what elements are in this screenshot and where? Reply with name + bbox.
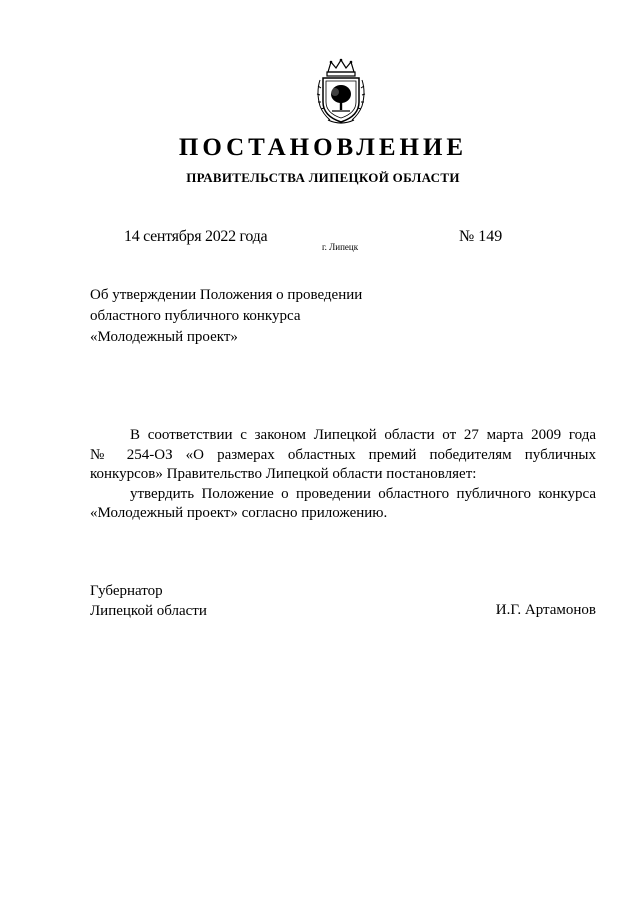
- document-body: [90, 426, 596, 524]
- subject-line: Об утверждении Положения о проведении: [90, 287, 363, 303]
- lipetsk-oblast-coat-of-arms-icon: [314, 58, 368, 126]
- body-line: «Молодежный проект» согласно приложению.: [90, 505, 388, 521]
- signatory-position-line: Липецкой области: [90, 602, 207, 619]
- signatory-position-line: Губернатор: [90, 583, 163, 599]
- document-number: № 149: [459, 228, 503, 245]
- signatory-name: И.Г. Артамонов: [495, 602, 596, 618]
- body-line: В соответствии с законом Липецкой области от 27 марта 2009 года: [130, 427, 596, 443]
- document-date: 14 сентября 2022 года: [124, 228, 268, 245]
- signatory-position: [90, 582, 207, 621]
- body-line: утвердить Положение о проведении областного публичного конкурса: [130, 485, 596, 502]
- subject-line: областного публичного конкурса: [90, 308, 301, 324]
- body-line: конкурсов» Правительство Липецкой области постановляет:: [90, 466, 477, 482]
- document-title: ПОСТАНОВЛЕНИЕ: [178, 134, 468, 161]
- document-city: г. Липецк: [322, 242, 359, 252]
- subject-line: «Молодежный проект»: [90, 329, 238, 345]
- body-line: № 254-ОЗ «О размерах областных премий победителям публичных: [90, 446, 596, 463]
- document-subtitle: ПРАВИТЕЛЬСТВА ЛИПЕЦКОЙ ОБЛАСТИ: [186, 170, 460, 185]
- document-subject: [90, 285, 420, 348]
